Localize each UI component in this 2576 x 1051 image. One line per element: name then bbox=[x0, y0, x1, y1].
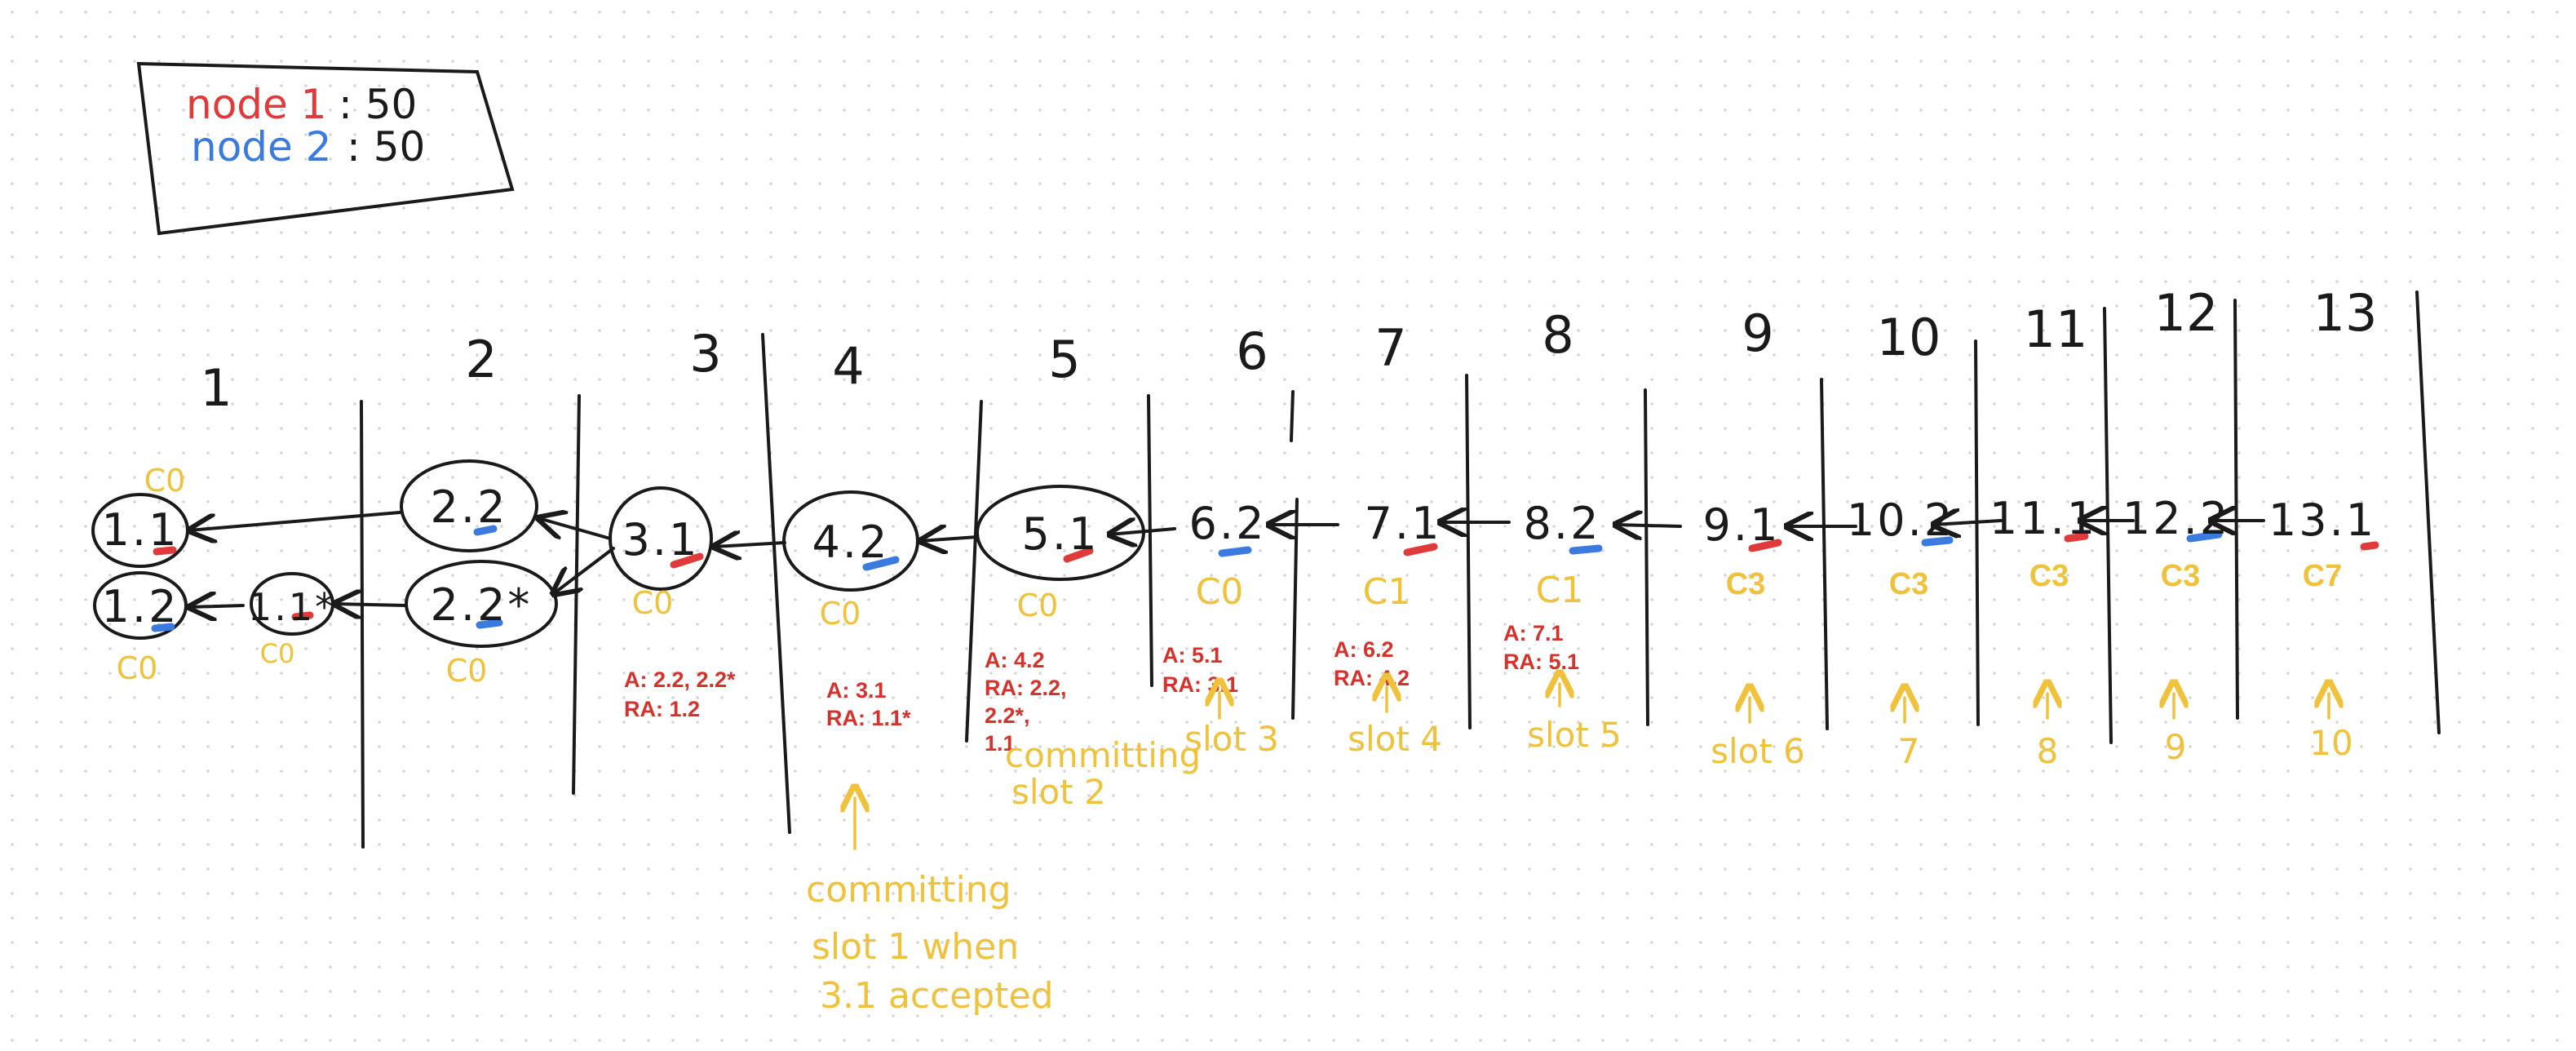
status-label: C0 bbox=[1016, 588, 1059, 623]
status-label: C3 bbox=[1725, 567, 1766, 601]
accept-list: A: 2.2, 2.2* bbox=[624, 667, 736, 692]
column-divider bbox=[1976, 341, 1978, 725]
slot-label: 7 bbox=[1897, 731, 1920, 771]
column-divider bbox=[361, 401, 363, 847]
accept-list: A: 3.1 bbox=[826, 678, 887, 703]
reject-accept-list: RA: 4.2 bbox=[1334, 666, 1410, 690]
reject-accept-list: RA: 3.1 bbox=[1162, 672, 1239, 697]
column-divider bbox=[1293, 499, 1297, 718]
column-divider bbox=[967, 401, 981, 741]
accept-list: A: 5.1 bbox=[1162, 643, 1223, 667]
commit-note bbox=[806, 869, 1054, 1017]
column-divider bbox=[2235, 300, 2237, 718]
column-number: 7 bbox=[1374, 318, 1407, 378]
legend-node1-label: node 1 bbox=[186, 81, 327, 128]
slot-labels bbox=[1005, 715, 2353, 812]
status-label: C0 bbox=[116, 650, 158, 686]
column-divider bbox=[1645, 390, 1648, 725]
link-arrow bbox=[920, 537, 977, 541]
status-label: C0 bbox=[631, 585, 674, 621]
slot-label: 9 bbox=[2164, 727, 2187, 767]
node-label: 9.1 bbox=[1702, 499, 1781, 551]
status-label: C0 bbox=[819, 596, 861, 632]
slot-label: 8 bbox=[2036, 731, 2059, 771]
node-label: 7.1 bbox=[1364, 498, 1442, 549]
slot-label: slot 3 bbox=[1184, 719, 1279, 759]
slot-label: committing bbox=[1005, 735, 1202, 775]
column-number: 5 bbox=[1048, 330, 1081, 389]
slot-label: 10 bbox=[2309, 723, 2353, 763]
node-label: 1.2 bbox=[101, 581, 179, 632]
slot-label: slot 4 bbox=[1348, 719, 1442, 759]
column-number: 8 bbox=[1542, 305, 1574, 365]
node-label: 1.1* bbox=[247, 585, 337, 629]
link-arrow bbox=[189, 605, 243, 607]
note-line: slot 1 when bbox=[812, 926, 1020, 968]
link-arrow bbox=[553, 548, 613, 594]
link-arrow bbox=[538, 518, 610, 539]
node-label: 4.2 bbox=[812, 517, 890, 568]
node-label: 1.1 bbox=[101, 504, 179, 556]
column-divider bbox=[1467, 375, 1470, 728]
status-label: C7 bbox=[2302, 559, 2343, 593]
status-label: C0 bbox=[259, 638, 295, 669]
node-label: 13.1 bbox=[2268, 494, 2377, 546]
status-label: C3 bbox=[2029, 559, 2069, 593]
link-arrow bbox=[1615, 525, 1680, 526]
reject-accept-list: 1.1 bbox=[985, 731, 1016, 756]
status-label: C3 bbox=[1888, 567, 1929, 601]
status-label: C3 bbox=[2160, 559, 2201, 593]
column-number: 3 bbox=[689, 324, 722, 384]
column-divider bbox=[2417, 292, 2439, 733]
node-label: 5.1 bbox=[1021, 508, 1100, 560]
column-number: 4 bbox=[832, 336, 865, 396]
column-number: 10 bbox=[1876, 308, 1941, 367]
node-label: 2.2 bbox=[430, 481, 508, 533]
reject-accept-list: RA: 2.2, bbox=[985, 676, 1067, 700]
slot-label: slot 6 bbox=[1711, 731, 1805, 771]
node-label: 12.2 bbox=[2122, 493, 2231, 544]
column-number: 11 bbox=[2023, 299, 2088, 359]
accept-list: A: 7.1 bbox=[1503, 621, 1564, 645]
note-line: committing bbox=[806, 869, 1011, 911]
column-number: 9 bbox=[1742, 304, 1774, 363]
legend-node2-value: : 50 bbox=[347, 123, 426, 171]
slot-label: slot 5 bbox=[1527, 715, 1622, 755]
reject-accept-list: RA: 1.1* bbox=[826, 706, 911, 730]
accept-list: A: 4.2 bbox=[985, 648, 1045, 672]
status-label: C0 bbox=[144, 463, 186, 499]
node-label: 6.2 bbox=[1188, 498, 1267, 549]
accept-list: A: 6.2 bbox=[1334, 637, 1394, 662]
column-divider bbox=[1291, 392, 1293, 441]
link-arrow bbox=[334, 604, 406, 605]
node-label: 10.2 bbox=[1846, 494, 1955, 546]
column-divider bbox=[763, 335, 790, 832]
column-divider bbox=[1149, 396, 1152, 685]
column-number: 2 bbox=[465, 330, 498, 389]
column-divider bbox=[2105, 308, 2111, 743]
slot-label: slot 2 bbox=[1011, 772, 1106, 812]
column-divider bbox=[573, 396, 579, 793]
reject-accept-list: RA: 5.1 bbox=[1503, 650, 1580, 674]
legend-node2-label: node 2 bbox=[191, 123, 332, 171]
node2-underline bbox=[1222, 550, 1248, 553]
reject-accept-list: RA: 1.2 bbox=[624, 697, 701, 721]
status-label: C0 bbox=[1195, 571, 1244, 613]
link-arrow bbox=[189, 512, 400, 530]
node-label: 3.1 bbox=[622, 514, 700, 565]
status-label: C0 bbox=[445, 653, 488, 689]
status-label: C1 bbox=[1535, 570, 1584, 611]
node-label: 8.2 bbox=[1523, 498, 1601, 549]
column-number: 6 bbox=[1236, 322, 1268, 381]
node-label: 11.1 bbox=[1989, 493, 2098, 544]
legend bbox=[139, 64, 512, 233]
column-number: 12 bbox=[2153, 283, 2219, 343]
status-label: C1 bbox=[1362, 571, 1411, 613]
column-number: 13 bbox=[2313, 283, 2378, 343]
column-numbers bbox=[200, 283, 2377, 418]
legend-node1-value: : 50 bbox=[339, 81, 418, 128]
note-line: 3.1 accepted bbox=[820, 975, 1054, 1017]
column-number: 1 bbox=[200, 358, 232, 418]
column-divider bbox=[1821, 379, 1827, 729]
reject-accept-list: 2.2*, bbox=[985, 703, 1030, 728]
node-label: 2.2* bbox=[430, 579, 533, 631]
